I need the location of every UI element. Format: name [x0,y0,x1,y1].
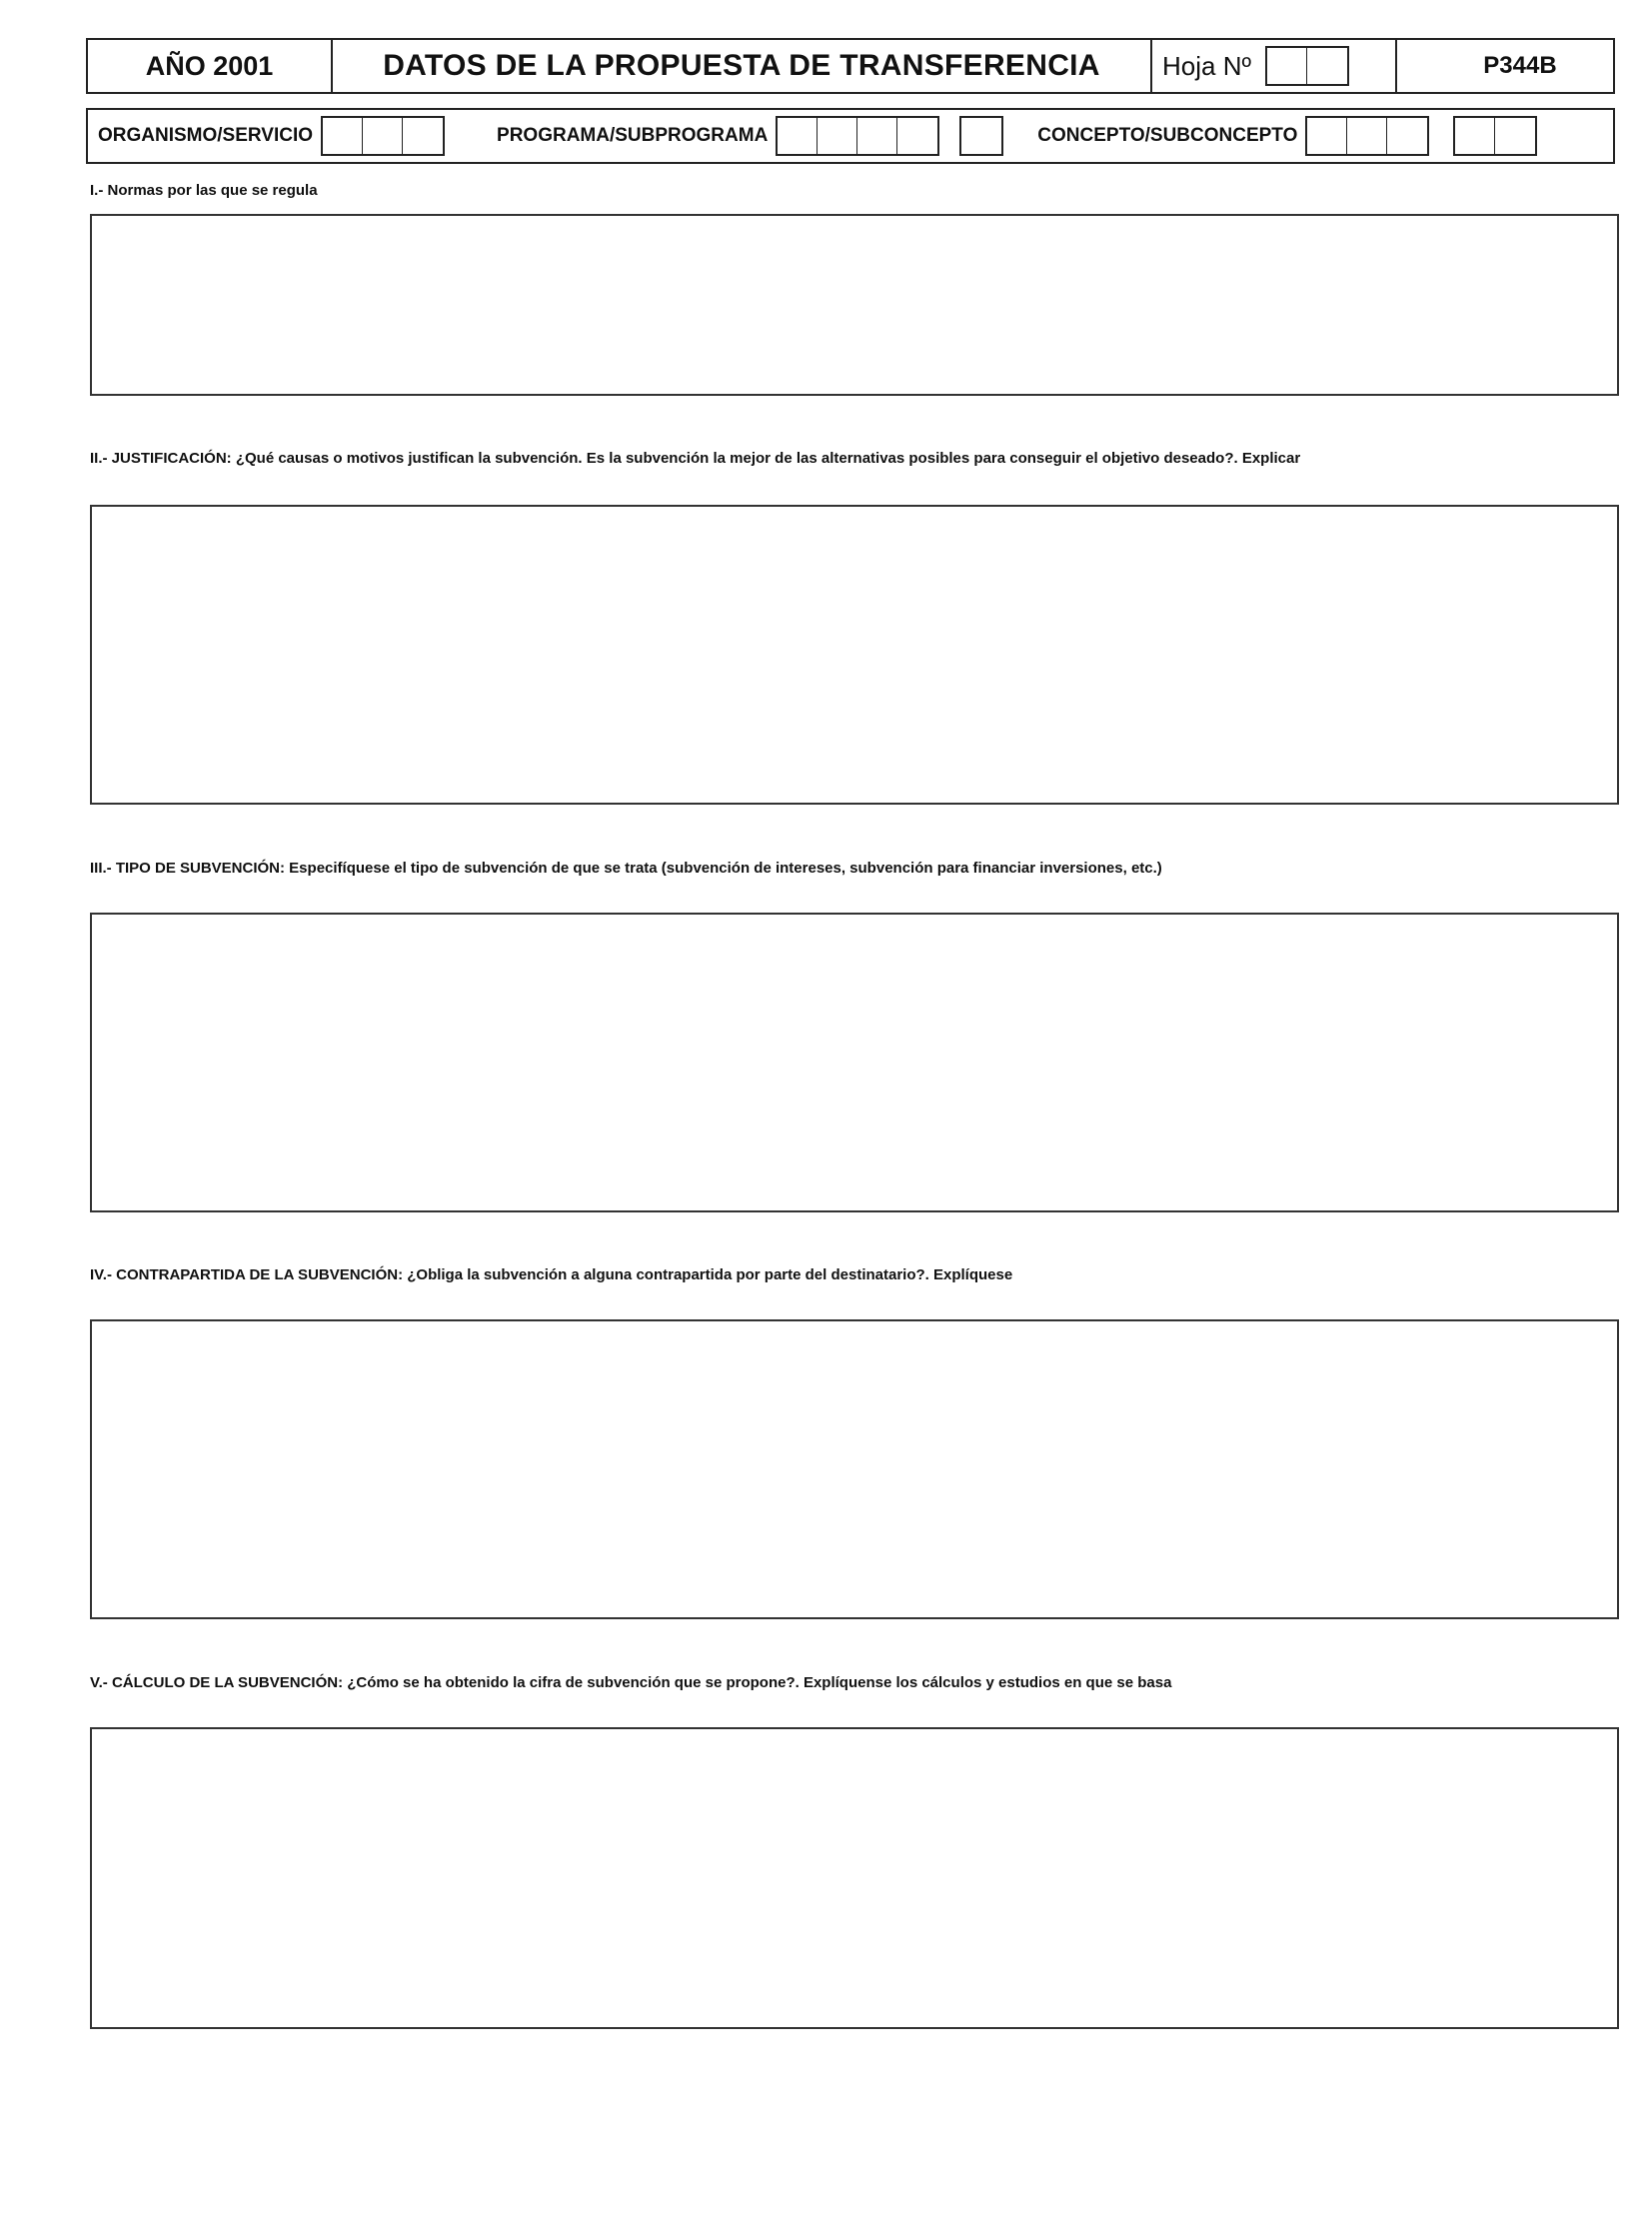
section-1-label: I.- Normas por las que se regula [90,182,318,199]
budget-codes-row [86,108,1615,164]
organismo-digit[interactable] [363,118,403,154]
subprograma-digit[interactable] [961,118,1001,154]
programa-digit[interactable] [778,118,818,154]
concepto-digit[interactable] [1307,118,1347,154]
section-2-label: II.- JUSTIFICACIÓN: ¿Qué causas o motivos justifican la subvención. Es la subvención la mejor de las alternativas posibles para conseguir el objetivo deseado?. Explicar [90,450,1301,467]
organismo-digit[interactable] [323,118,363,154]
subconcepto-digit[interactable] [1495,118,1535,154]
concepto-digit[interactable] [1347,118,1387,154]
programa-digit[interactable] [897,118,937,154]
organismo-label: ORGANISMO/SERVICIO [98,125,314,146]
title-cell [333,40,1152,92]
subconcepto-digit[interactable] [1455,118,1495,154]
form-code-cell [1397,40,1613,92]
section-3-textarea[interactable] [90,913,1619,1212]
section-1-textarea[interactable] [90,214,1619,396]
section-5-textarea[interactable] [90,1727,1619,2029]
programa-digit[interactable] [818,118,857,154]
form-title: DATOS DE LA PROPUESTA DE TRANSFERENCIA [383,49,1100,82]
subconcepto-field[interactable] [1453,116,1537,156]
form-header [86,38,1615,94]
year-cell [88,40,333,92]
organismo-digit[interactable] [403,118,443,154]
subprograma-field[interactable] [959,116,1003,156]
year-label: AÑO 2001 [145,50,274,81]
sheet-number-digit[interactable] [1267,48,1307,84]
sheet-number-field[interactable] [1265,46,1349,86]
programa-label: PROGRAMA/SUBPROGRAMA [497,125,769,146]
sheet-number-label: Hoja Nº [1162,50,1251,81]
form-code: P344B [1483,52,1557,79]
programa-digit[interactable] [857,118,897,154]
sheet-number-cell [1152,40,1397,92]
sheet-number-digit[interactable] [1307,48,1347,84]
concepto-field[interactable] [1305,116,1429,156]
concepto-digit[interactable] [1387,118,1427,154]
section-4-label: IV.- CONTRAPARTIDA DE LA SUBVENCIÓN: ¿Obliga la subvención a alguna contrapartida por parte del destinatario?. Explíquese [90,1266,1013,1283]
section-3-label: III.- TIPO DE SUBVENCIÓN: Especifíquese el tipo de subvención de que se trata (subvención de intereses, subvención para financiar inversiones, etc.) [90,860,1162,877]
concepto-label: CONCEPTO/SUBCONCEPTO [1037,125,1298,146]
programa-field[interactable] [776,116,939,156]
section-2-textarea[interactable] [90,505,1619,805]
section-5-label: V.- CÁLCULO DE LA SUBVENCIÓN: ¿Cómo se ha obtenido la cifra de subvención que se propone?. Explíquense los cálculos y estudios en que se basa [90,1674,1172,1691]
organismo-field[interactable] [321,116,445,156]
section-4-textarea[interactable] [90,1319,1619,1619]
